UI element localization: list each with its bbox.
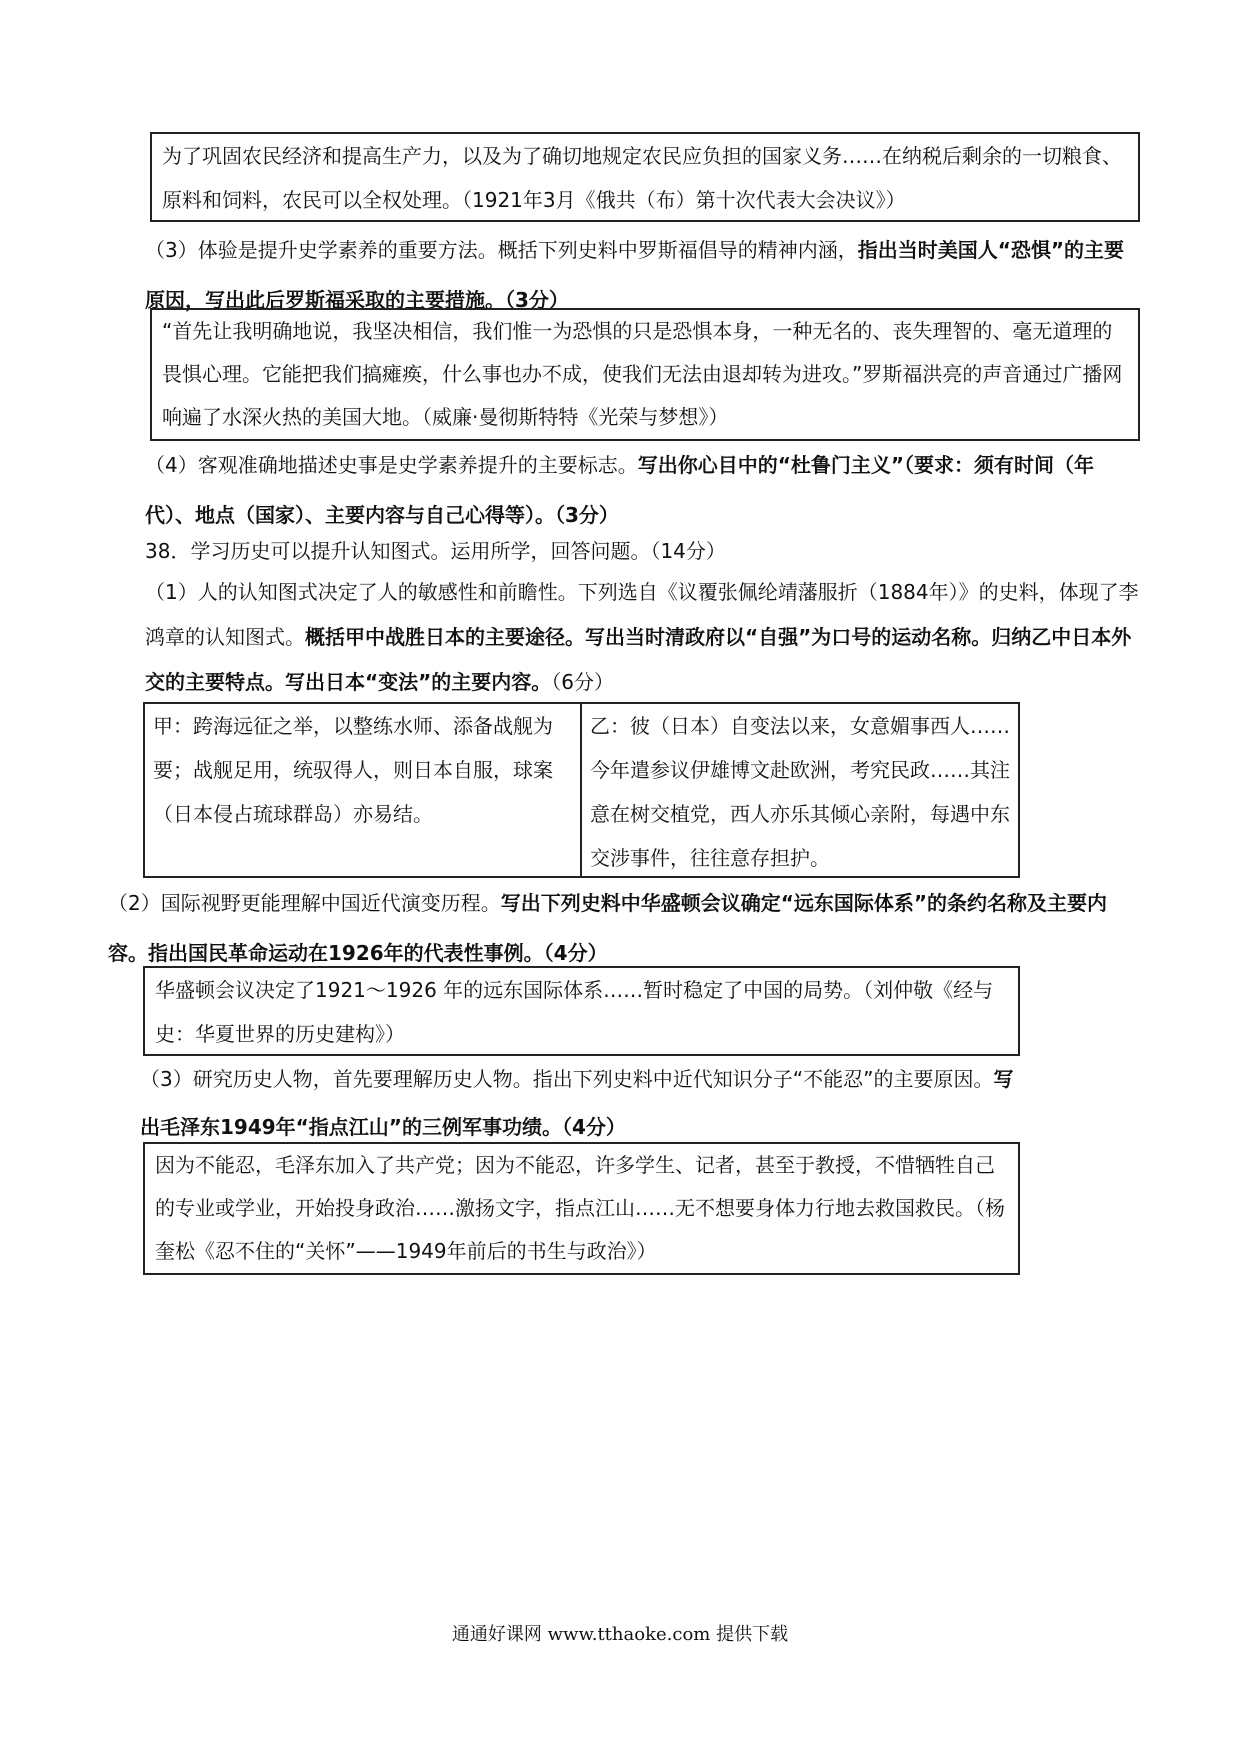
question-38-3-bold: 写出毛泽东1949年“指点江山”的三例军事功绩。（4分） xyxy=(140,1067,1014,1139)
source-text-roosevelt: “首先让我明确地说，我坚决相信，我们惟一为恐惧的只是恐惧本身，一种无名的、丧失理智的、毫无道理的畏惧心理。它能把我们搞瘫痪，什么事也办不成，使我们无法由退却转为进攻。”罗斯福洪亮的声音通过广播网响遍了水深火热的美国大地。（威廉·曼彻斯特特《光荣与梦想》） xyxy=(162,319,1123,429)
question-38-title xyxy=(145,526,1125,576)
question-4-bold: 写出你心目中的“杜鲁门主义”（要求：须有时间（年代）、地点（国家）、主要内容与自己心得等）。（3分） xyxy=(145,453,1095,527)
question-38-1-score: （6分） xyxy=(551,670,615,694)
question-38-2 xyxy=(108,878,1120,978)
source-table-li-hongzhang xyxy=(143,702,1020,878)
question-3-text: （3）体验是提升史学素养的重要方法。概括下列史料中罗斯福倡导的精神内涵， xyxy=(145,238,858,262)
source-box-washington xyxy=(143,966,1020,1056)
source-jia xyxy=(145,704,582,876)
source-box-roosevelt xyxy=(150,308,1140,441)
question-38-2-text: （2）国际视野更能理解中国近代演变历程。 xyxy=(108,891,501,915)
source-text-mao: 因为不能忍，毛泽东加入了共产党；因为不能忍，许多学生、记者，甚至于教授，不惜牺牲自己的专业或学业，开始投身政治……激扬文字，指点江山……无不想要身体力行地去救国救民。（杨奎松《忍不住的“关怀”——1949年前后的书生与政治》） xyxy=(155,1153,1005,1263)
source-box-mao xyxy=(143,1142,1020,1275)
source-text-washington: 华盛顿会议决定了1921～1926 年的远东国际体系……暂时稳定了中国的局势。（刘仲敬《经与史：华夏世界的历史建构》） xyxy=(155,978,994,1046)
footer xyxy=(0,1620,1240,1650)
source-yi-text: 乙：彼（日本）自变法以来，女意媚事西人……今年遣参议伊雄博文赴欧洲，考究民政……其注意在树交植党，西人亦乐其倾心亲附，每遇中东交涉事件，往往意存担护。 xyxy=(590,714,1010,870)
source-yi xyxy=(582,704,1018,876)
question-3-bold: 指出当时美国人“恐惧”的主要原因，写出此后罗斯福采取的主要措施。（3分） xyxy=(145,238,1125,312)
source-box-soviet xyxy=(150,132,1140,222)
source-text-soviet: 为了巩固农民经济和提高生产力，以及为了确切地规定农民应负担的国家义务……在纳税后剩余的一切粮食、原料和饲料，农民可以全权处理。（1921年3月《俄共（布）第十次代表大会决议》） xyxy=(162,144,1122,212)
question-4-text: （4）客观准确地描述史事是史学素养提升的主要标志。 xyxy=(145,453,638,477)
question-38-1 xyxy=(145,570,1140,705)
question-38-3 xyxy=(140,1055,1020,1151)
question-38-1-bold: 概括甲中战胜日本的主要途径。写出当时清政府以“自强”为口号的运动名称。归纳乙中日本外交的主要特点。写出日本“变法”的主要内容。 xyxy=(145,625,1132,694)
question-38-3-text: （3）研究历史人物，首先要理解历史人物。指出下列史料中近代知识分子“不能忍”的主要原因。 xyxy=(140,1067,994,1091)
question-38-1-text: （1）人的认知图式决定了人的敏感性和前瞻性。下列选自《议覆张佩纶靖藩服折（1884年）》的史料，体现了李鸿章的认知图式。 xyxy=(145,580,1139,649)
question-38-title-text: 38．学习历史可以提升认知图式。运用所学，回答问题。（14分） xyxy=(145,539,726,563)
footer-text: 通通好课网 www.tthaoke.com 提供下载 xyxy=(451,1624,789,1645)
source-jia-text: 甲：跨海远征之举，以整练水师、添备战舰为要；战舰足用，统驭得人，则日本自服，球案（日本侵占琉球群岛）亦易结。 xyxy=(153,714,553,826)
question-4 xyxy=(145,440,1140,540)
question-38-2-bold: 写出下列史料中华盛顿会议确定“远东国际体系”的条约名称及主要内容。指出国民革命运动在1926年的代表性事例。（4分） xyxy=(108,891,1108,965)
